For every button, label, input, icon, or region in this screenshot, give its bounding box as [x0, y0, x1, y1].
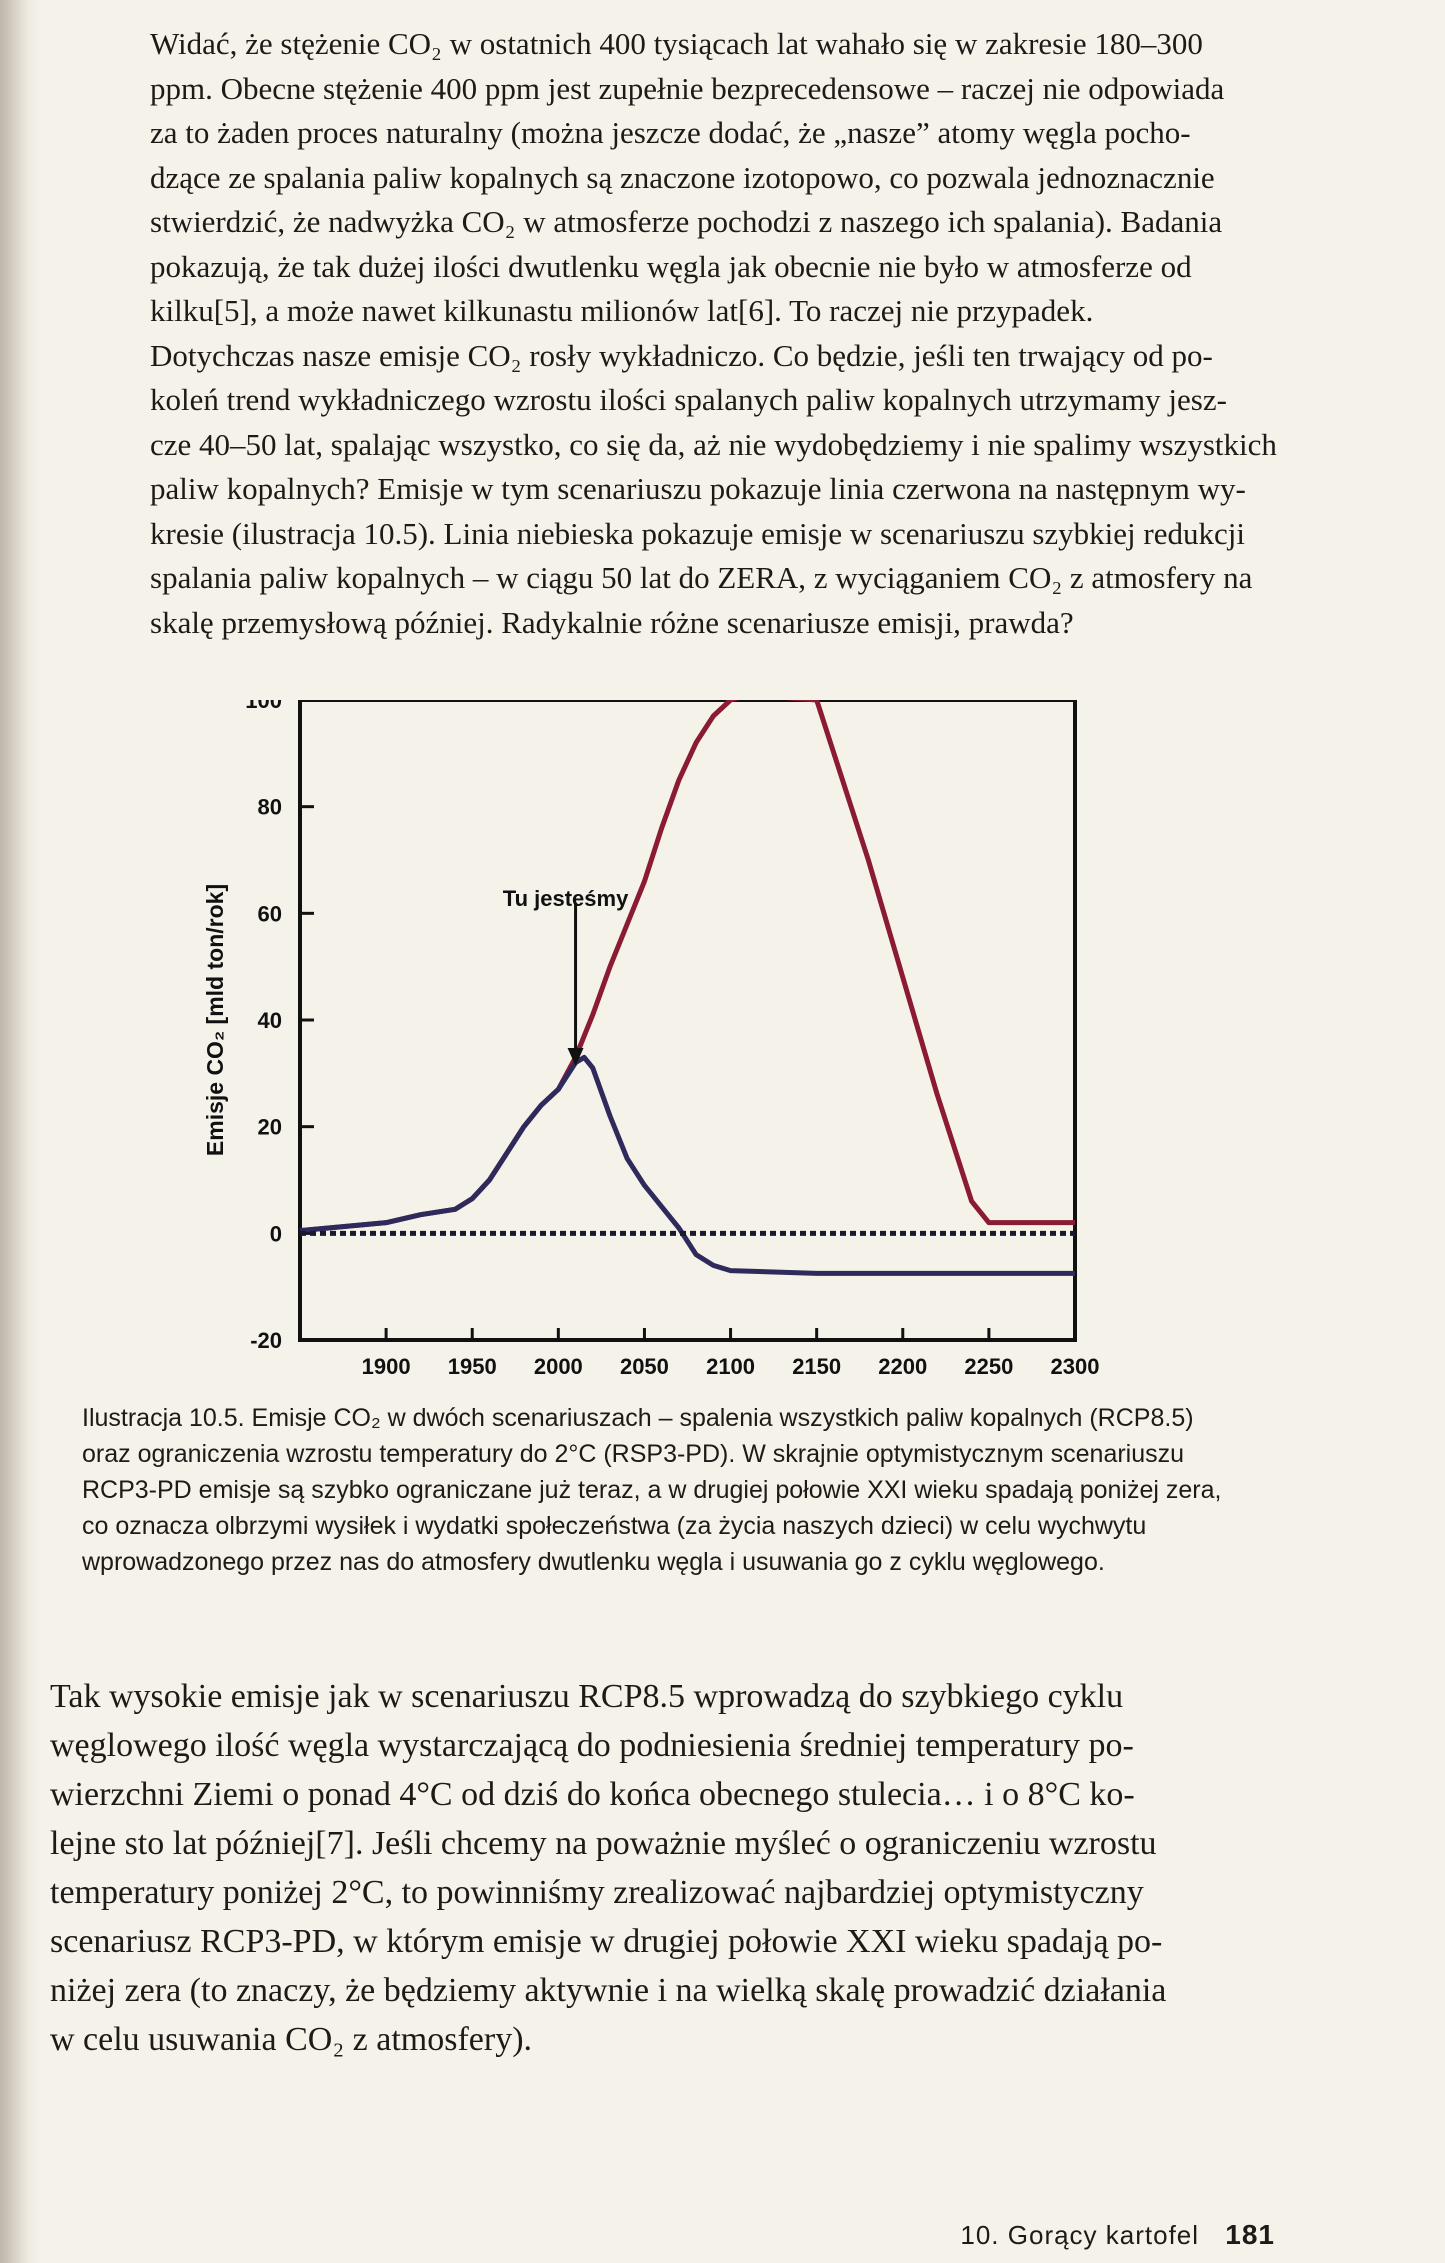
- page-footer: [960, 2219, 1275, 2251]
- text-line: spalania paliw kopalnych – w ciągu 50 lat do ZERA, z wyciąganiem CO₂ z atmosfery na: [150, 560, 1253, 595]
- text-line: kresie (ilustracja 10.5). Linia niebieska pokazuje emisje w scenariuszu szybkiej redukcji: [150, 515, 1245, 551]
- body-paragraph-bottom: [50, 1672, 1290, 2064]
- text-line: dzące ze spalania paliw kopalnych są znaczone izotopowo, co pozwala jednoznacznie: [150, 159, 1215, 195]
- caption-line: Ilustracja 10.5. Emisje CO₂ w dwóch scenariuszach – spalenia wszystkich paliw kopalnych (RCP8.5): [82, 1404, 1194, 1432]
- x-tick-label: 2000: [533, 1354, 583, 1379]
- body-paragraph-top: [150, 22, 1300, 645]
- chart-svg: [195, 700, 1125, 1420]
- x-tick-label: 2050: [619, 1354, 669, 1379]
- y-tick-label: 40: [257, 1008, 282, 1033]
- text-line: pokazują, że tak dużej ilości dwutlenku węgla jak obecnie nie było w atmosferze od: [150, 248, 1192, 284]
- figure-caption: [82, 1400, 1282, 1580]
- y-tick-label: 0: [269, 1221, 282, 1247]
- text-line: paliw kopalnych? Emisje w tym scenariuszu pokazuje linia czerwona na następnym wy-: [150, 471, 1246, 506]
- y-tick-label: -20: [250, 1328, 282, 1353]
- emissions-chart: [195, 700, 1125, 1425]
- text-line: cze 40–50 lat, spalając wszystko, co się da, aż nie wydobędziemy i nie spalimy wszystkich: [150, 426, 1277, 462]
- y-tick-label: 20: [257, 1114, 282, 1140]
- text-line: koleń trend wykładniczego wzrostu ilości spalanych paliw kopalnych utrzymamy jesz-: [150, 382, 1227, 417]
- text-line: Tak wysokie emisje jak w scenariuszu RCP8.5 wprowadzą do szybkiego cyklu: [50, 1678, 1124, 1715]
- x-tick-label: 2250: [964, 1354, 1014, 1379]
- text-line: ppm. Obecne stężenie 400 ppm jest zupełnie bezprecedensowe – raczej nie odpowiada: [150, 70, 1225, 106]
- text-line: w celu usuwania CO₂ z atmosfery).: [50, 2021, 533, 2058]
- x-tick-label: 1950: [447, 1354, 497, 1379]
- caption-line: RCP3-PD emisje są szybko ograniczane już teraz, a w drugiej połowie XXI wieku spadają poniżej zera,: [82, 1476, 1222, 1504]
- text-line: skalę przemysłową później. Radykalnie różne scenariusze emisji, prawda?: [150, 604, 1074, 640]
- y-tick-label: 100: [245, 700, 282, 713]
- text-line: Widać, że stężenie CO₂ w ostatnich 400 tysiącach lat wahało się w zakresie 180–300: [150, 26, 1203, 61]
- x-tick-label: 2300: [1050, 1354, 1100, 1379]
- text-line: wierzchni Ziemi o ponad 4°C od dziś do końca obecnego stulecia… i o 8°C ko-: [50, 1776, 1135, 1813]
- text-line: lejne sto lat później[7]. Jeśli chcemy na poważnie myśleć o ograniczeniu wzrostu: [50, 1825, 1157, 1862]
- x-tick-label: 2200: [878, 1354, 928, 1379]
- text-line: kilku[5], a może nawet kilkunastu milionów lat[6]. To raczej nie przypadek.: [150, 293, 1094, 328]
- series-line-rcp8-5: [300, 700, 1075, 1231]
- figure-10-5: [195, 700, 1125, 1420]
- x-tick-label: 2150: [792, 1354, 842, 1379]
- chapter-title: 10. Gorący kartofel: [960, 2220, 1200, 2250]
- annotation-label: Tu jesteśmy: [502, 886, 629, 911]
- caption-line: wprowadzonego przez nas do atmosfery dwutlenku węgla i usuwania go z cyklu węglowego.: [82, 1548, 1105, 1576]
- x-tick-label: 1900: [361, 1354, 411, 1379]
- text-line: niżej zera (to znaczy, że będziemy aktywnie i na wielką skalę prowadzić działania: [50, 1972, 1167, 2009]
- text-line: stwierdzić, że nadwyżka CO₂ w atmosferze pochodzi z naszego ich spalania). Badania: [150, 204, 1223, 239]
- y-tick-label: 80: [257, 794, 282, 820]
- y-tick-label: 60: [257, 901, 282, 927]
- text-line: Dotychczas nasze emisje CO₂ rosły wykładniczo. Co będzie, jeśli ten trwający od po-: [150, 337, 1213, 373]
- caption-line: oraz ograniczenia wzrostu temperatury do 2°C (RSP3-PD). W skrajnie optymistycznym scenariuszu: [82, 1440, 1185, 1468]
- page-gutter: [0, 0, 40, 2263]
- y-axis-label: Emisje CO₂ [mld ton/rok]: [202, 883, 228, 1157]
- text-line: temperatury poniżej 2°C, to powinniśmy zrealizować najbardziej optymistyczny: [50, 1874, 1144, 1911]
- x-tick-label: 2100: [706, 1354, 756, 1379]
- page-number: 181: [1225, 2219, 1275, 2250]
- text-line: za to żaden proces naturalny (można jeszcze dodać, że „nasze” atomy węgla pocho-: [150, 115, 1191, 150]
- caption-line: co oznacza olbrzymi wysiłek i wydatki społeczeństwa (za życia naszych dzieci) w celu wychwytu: [82, 1512, 1147, 1540]
- text-line: scenariusz RCP3-PD, w którym emisje w drugiej połowie XXI wieku spadają po-: [50, 1923, 1163, 1960]
- text-line: węglowego ilość węgla wystarczającą do podniesienia średniej temperatury po-: [50, 1727, 1134, 1764]
